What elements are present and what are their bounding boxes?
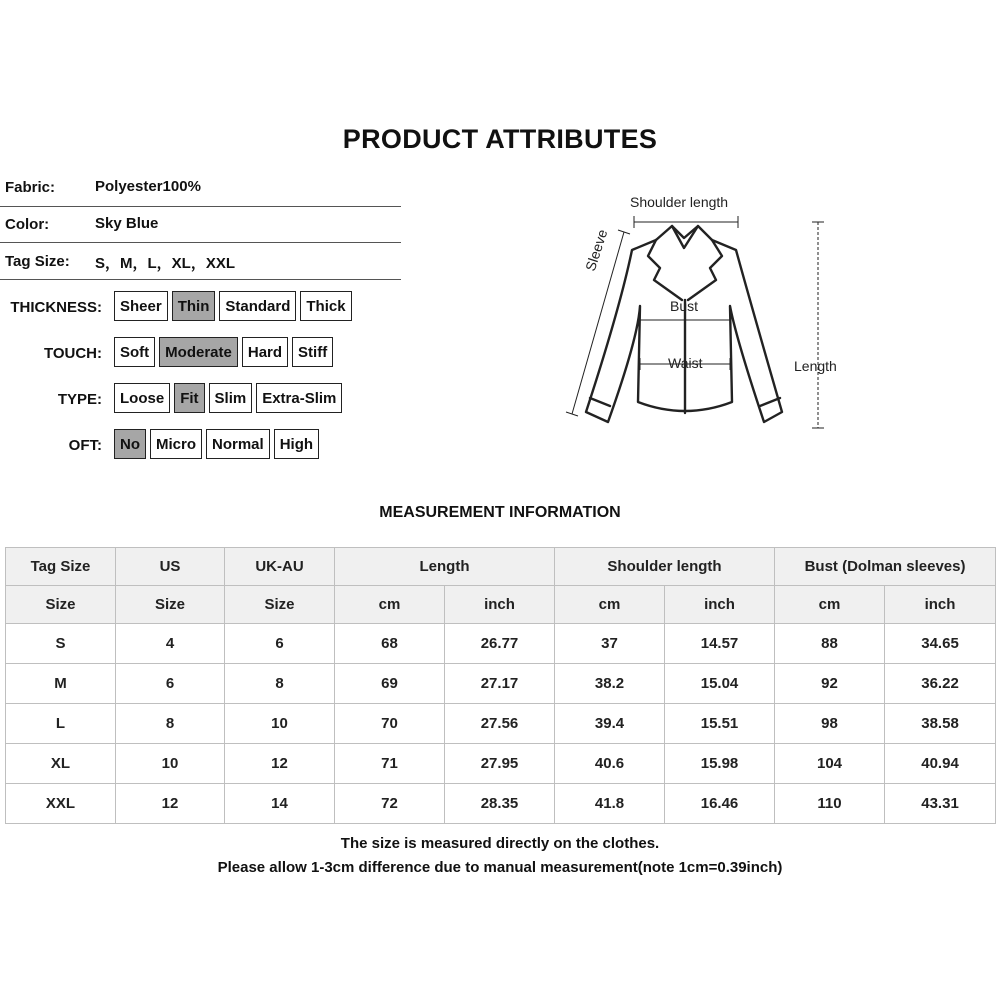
table-cell: 68 [335,624,445,664]
table-cell: L [6,704,116,744]
attr-label: OFT: [68,437,102,454]
option-no: No [114,429,146,459]
table-cell: 8 [225,664,335,704]
info-row-color [0,206,401,243]
attr-label: TOUCH: [43,345,102,362]
table-cell: 12 [225,744,335,784]
option-fit: Fit [174,383,204,413]
option-standard: Standard [219,291,296,321]
table-cell: 43.31 [885,784,996,824]
info-row-tag-size [0,243,401,280]
option-micro: Micro [150,429,202,459]
attr-touch [0,337,420,367]
table-cell: 27.17 [445,664,555,704]
table-cell: 69 [335,664,445,704]
diagram-label-shoulder: Shoulder length [630,194,729,210]
option-normal: Normal [206,429,270,459]
attr-options [114,291,352,321]
option-thin: Thin [172,291,216,321]
table-row [6,704,996,744]
table-cell: 15.04 [665,664,775,704]
header-cell: UK-AU [225,548,335,586]
attr-label: THICKNESS: [10,299,102,316]
subheader-cell: cm [775,586,885,624]
table-cell: 27.95 [445,744,555,784]
header-cell: Length [335,548,555,586]
header-cell: Tag Size [6,548,116,586]
header-cell: Bust (Dolman sleeves) [775,548,996,586]
table-cell: 12 [116,784,225,824]
attr-label: TYPE: [57,391,102,408]
table-cell: 37 [555,624,665,664]
subheader-cell: inch [665,586,775,624]
diagram-label-length: Length [794,358,837,374]
table-cell: 72 [335,784,445,824]
table-cell: 6 [116,664,225,704]
subheader-cell: Size [225,586,335,624]
option-stiff: Stiff [292,337,333,367]
table-cell: 38.2 [555,664,665,704]
table-cell: 34.65 [885,624,996,664]
diagram-label-bust: Bust [670,298,699,314]
attr-oft [0,429,420,459]
option-moderate: Moderate [159,337,238,367]
table-cell: 14 [225,784,335,824]
table-cell: 40.6 [555,744,665,784]
table-cell: 26.77 [445,624,555,664]
jacket-illustration-icon [560,188,860,438]
table-cell: 10 [225,704,335,744]
info-label: Color: [5,216,50,233]
table-cell: 38.58 [885,704,996,744]
subheader-cell: cm [335,586,445,624]
jacket-diagram [560,188,860,438]
option-slim: Slim [209,383,253,413]
table-cell: 16.46 [665,784,775,824]
subheader-cell: cm [555,586,665,624]
table-cell: 4 [116,624,225,664]
table-cell: 71 [335,744,445,784]
table-cell: 36.22 [885,664,996,704]
option-high: High [274,429,319,459]
info-label: Tag Size: [5,253,70,270]
option-sheer: Sheer [114,291,168,321]
header-cell: US [116,548,225,586]
table-row [6,664,996,704]
table-cell: 88 [775,624,885,664]
table-cell: 8 [116,704,225,744]
table-cell: 92 [775,664,885,704]
option-soft: Soft [114,337,155,367]
table-cell: 6 [225,624,335,664]
table-cell: 28.35 [445,784,555,824]
info-value: Sky Blue [95,215,159,232]
option-hard: Hard [242,337,288,367]
table-cell: 70 [335,704,445,744]
table-cell: 14.57 [665,624,775,664]
table-cell: 15.51 [665,704,775,744]
table-cell: 104 [775,744,885,784]
table-cell: 41.8 [555,784,665,824]
subheader-cell: inch [445,586,555,624]
table-cell: XL [6,744,116,784]
table-cell: 40.94 [885,744,996,784]
measurement-title: MEASUREMENT INFORMATION [379,504,621,521]
table-cell: XXL [6,784,116,824]
attr-type [0,383,420,413]
info-row-fabric [0,170,401,207]
note-difference: Please allow 1-3cm difference due to manual measurement(note 1cm=0.39inch) [217,859,783,876]
measurement-table [5,547,996,824]
table-cell: S [6,624,116,664]
header-cell: Shoulder length [555,548,775,586]
subheader-cell: inch [885,586,996,624]
info-value: Polyester100% [95,178,201,195]
attr-options [114,383,342,413]
table-cell: M [6,664,116,704]
table-row [6,784,996,824]
info-value: S，M，L，XL，XXL [95,255,236,272]
note-measured: The size is measured directly on the clothes. [340,835,660,852]
page-title: PRODUCT ATTRIBUTES [342,124,658,154]
table-header-row [6,548,996,586]
attr-options [114,429,319,459]
subheader-cell: Size [116,586,225,624]
table-row [6,624,996,664]
table-row [6,744,996,784]
info-label: Fabric: [5,179,56,196]
option-extra-slim: Extra-Slim [256,383,342,413]
table-cell: 10 [116,744,225,784]
attr-thickness [0,291,420,321]
table-subheader-row [6,586,996,624]
subheader-cell: Size [6,586,116,624]
table-cell: 27.56 [445,704,555,744]
table-cell: 15.98 [665,744,775,784]
diagram-label-waist: Waist [668,355,703,371]
table-cell: 39.4 [555,704,665,744]
attr-options [114,337,333,367]
table-cell: 110 [775,784,885,824]
option-loose: Loose [114,383,170,413]
option-thick: Thick [300,291,351,321]
table-cell: 98 [775,704,885,744]
diagram-label-sleeve: Sleeve [582,227,611,273]
